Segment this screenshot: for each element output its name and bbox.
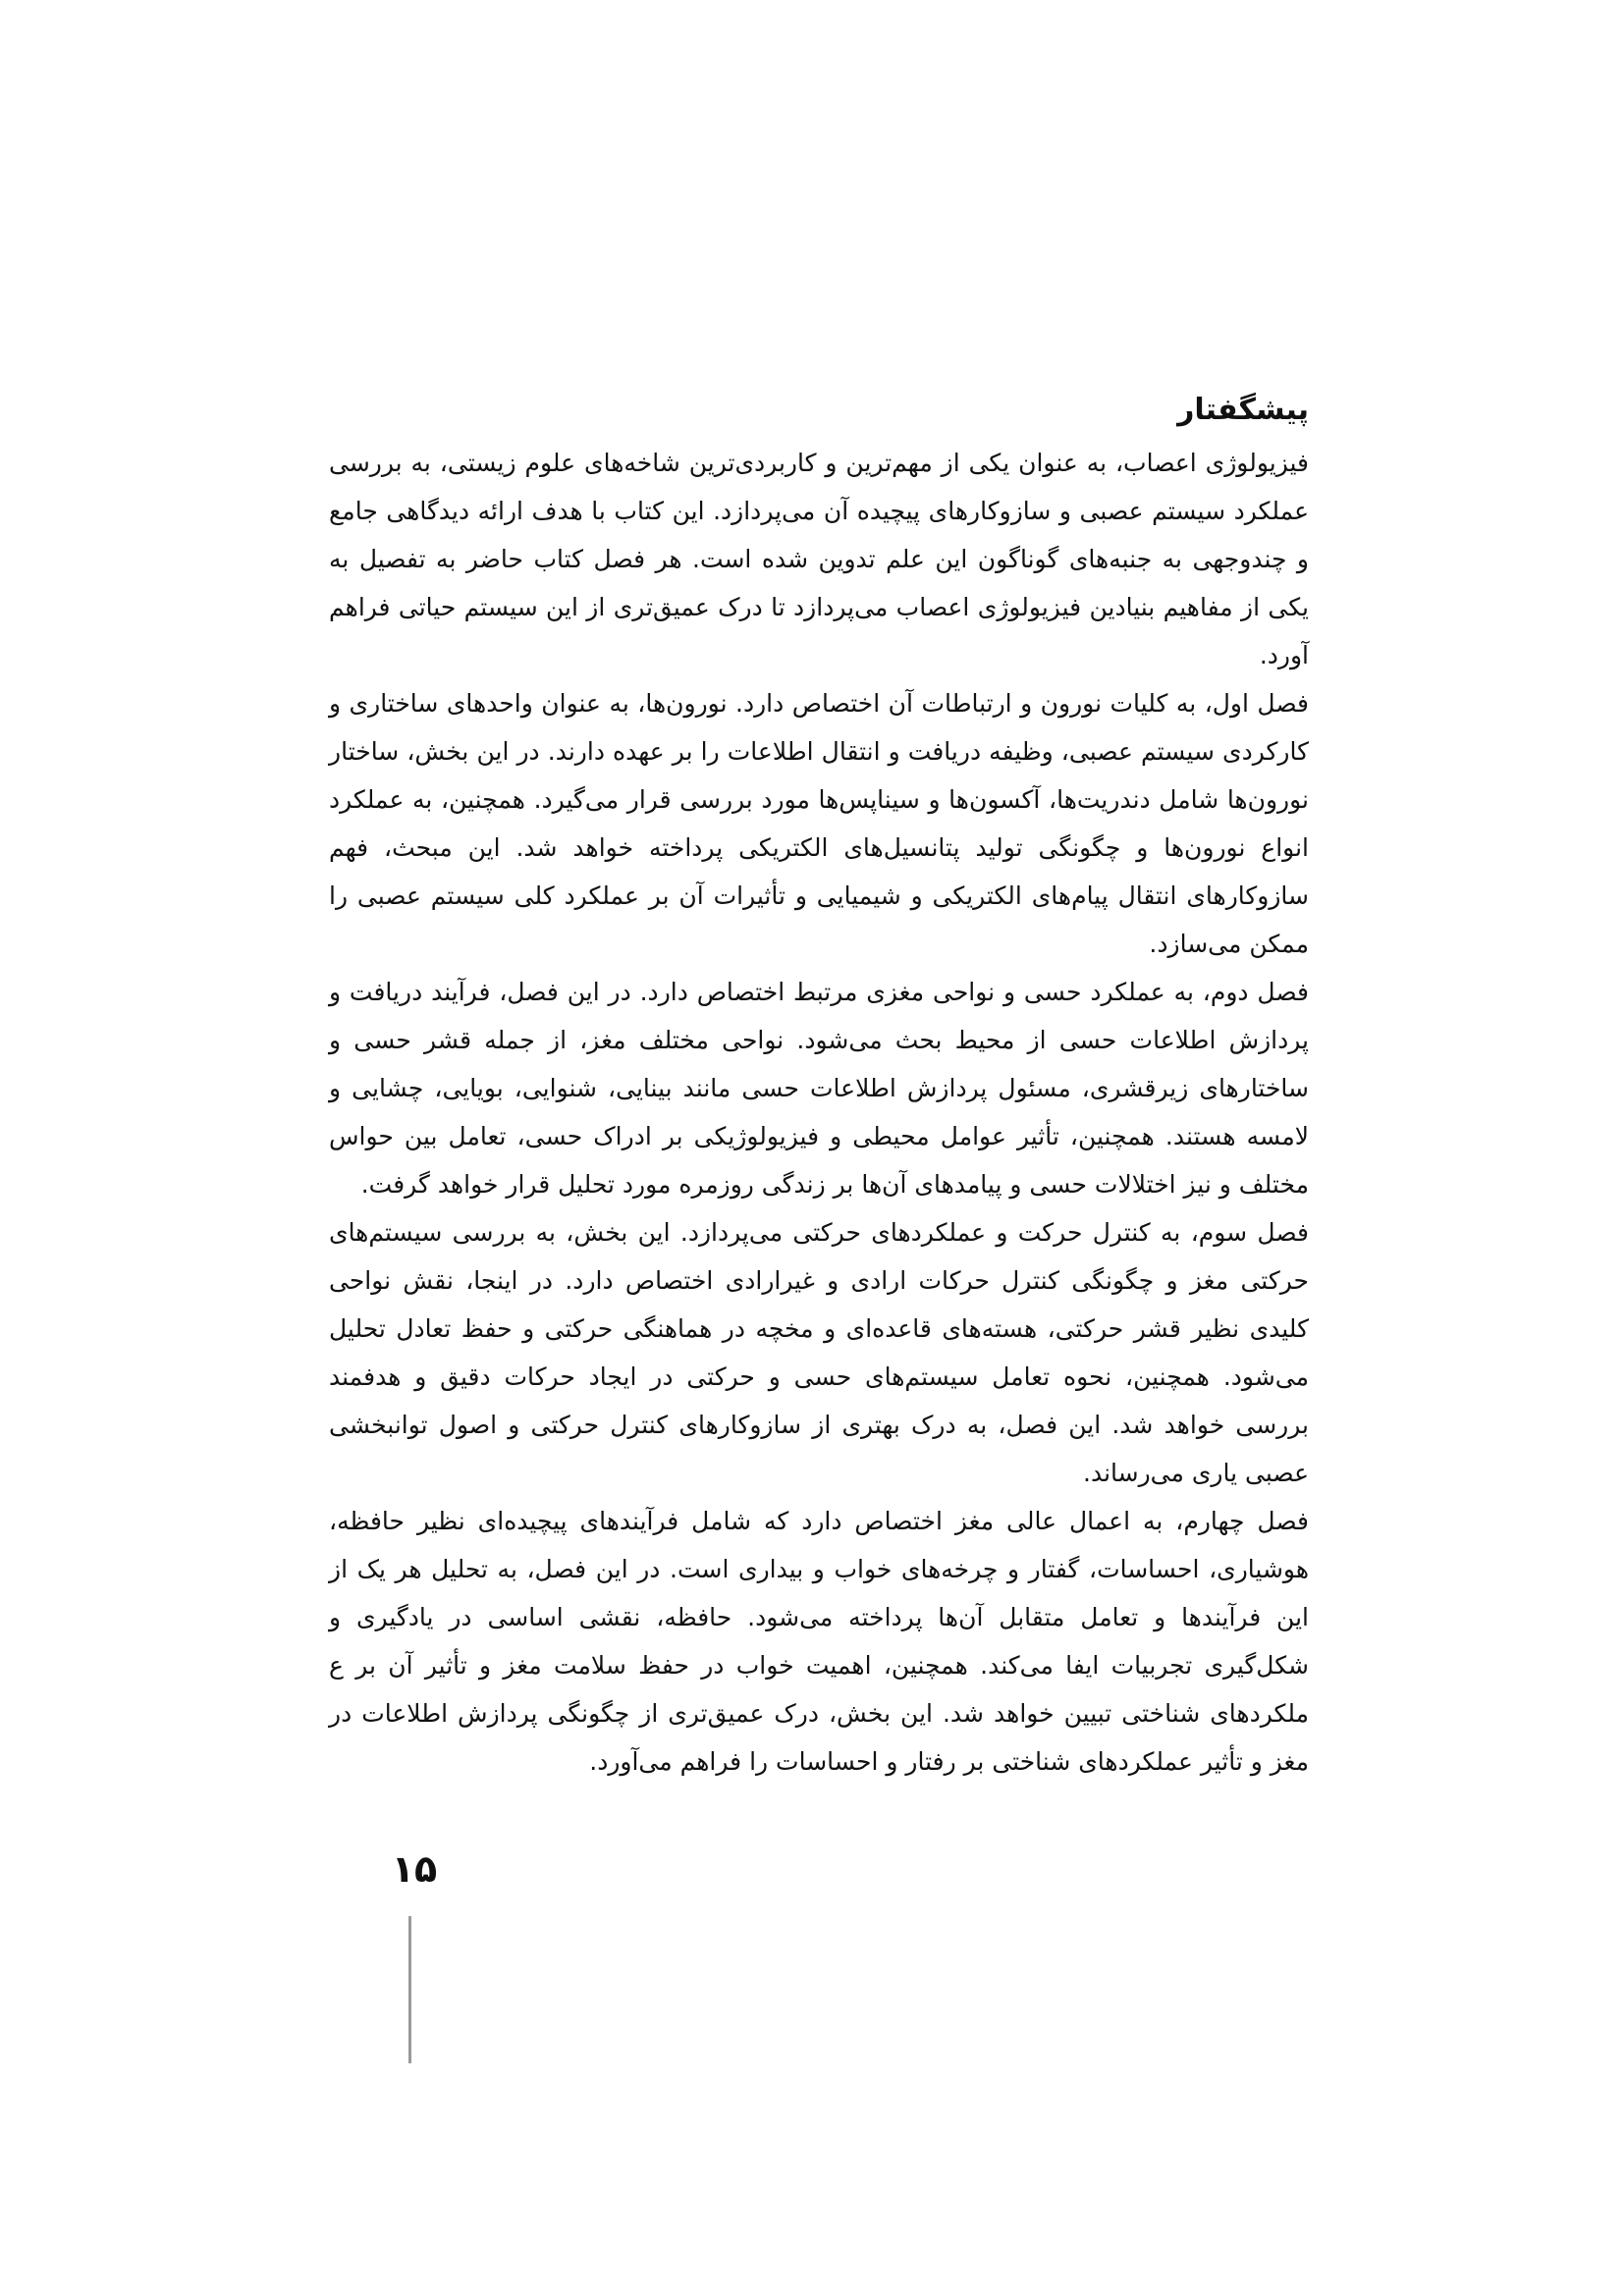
paragraph-chapter-2: فصل دوم، به عملکرد حسی و نواحی مغزی مرتبط اختصاص دارد. در این فصل، فرآیند دریافت و پردازش اطلاعات حسی از محیط بحث می‌شود. نواحی مختلف مغز، از جمله قشر حسی و ساختارهای زیرقشری، مسئول پردازش اطلاعات حسی مانند بینایی، شنوایی، بویایی، چشایی و لامسه هستند. همچنین، تأثیر عوامل محیطی و فیزیولوژیکی بر ادراک حسی، تعامل بین حواس مختلف و نیز اختلالات حسی و پیامدهای آن‌ها بر زندگی روزمره مورد تحلیل قرار خواهد گرفت. (329, 978, 1309, 1199)
preface-section (329, 388, 1309, 1786)
page-title: پیشگفتار (1177, 393, 1309, 427)
paragraph-chapter-1: فصل اول، به کلیات نورون و ارتباطات آن اختصاص دارد. نورون‌ها، به عنوان واحدهای ساختاری و کارکردی سیستم عصبی، وظیفه دریافت و انتقال اطلاعات را بر عهده دارند. در این بخش، ساختار نورون‌ها شامل دندریت‌ها، آکسون‌ها و سیناپس‌ها مورد بررسی قرار می‌گیرد. همچنین، به عملکرد انواع نورون‌ها و چگونگی تولید پتانسیل‌های الکتریکی پرداخته خواهد شد. این مبحث، فهم سازوکارهای انتقال پیام‌های الکتریکی و شیمیایی و تأثیرات آن بر عملکرد کلی سیستم عصبی را ممکن می‌سازد. (329, 689, 1309, 958)
page-number: ۱۵ (391, 1847, 438, 1891)
paragraph-intro: فیزیولوژی اعصاب، به عنوان یکی از مهم‌ترین و کاربردی‌ترین شاخه‌های علوم زیستی، به بررسی عملکرد سیستم عصبی و سازوکارهای پیچیده آن می‌پردازد. این کتاب با هدف ارائه دیدگاهی جامع و چندوجهی به جنبه‌های گوناگون این علم تدوین شده است. هر فصل کتاب حاضر به تفصیل به یکی از مفاهیم بنیادین فیزیولوژی اعصاب می‌پردازد تا درک عمیق‌تری از این سیستم حیاتی فراهم آورد. (329, 449, 1309, 669)
paragraph-chapter-3: فصل سوم، به کنترل حرکت و عملکردهای حرکتی می‌پردازد. این بخش، به بررسی سیستم‌های حرکتی مغز و چگونگی کنترل حرکات ارادی و غیرارادی اختصاص دارد. در اینجا، نقش نواحی کلیدی نظیر قشر حرکتی، هسته‌های قاعده‌ای و مخچه در هماهنگی حرکتی و حفظ تعادل تحلیل می‌شود. همچنین، نحوه تعامل سیستم‌های حسی و حرکتی در ایجاد حرکات دقیق و هدفمند بررسی خواهد شد. این فصل، به درک بهتری از سازوکارهای کنترل حرکتی و اصول توانبخشی عصبی یاری می‌رساند. (329, 1218, 1309, 1487)
margin-rule (408, 1916, 411, 2063)
paragraph-chapter-4: فصل چهارم، به اعمال عالی مغز اختصاص دارد که شامل فرآیندهای پیچیده‌ای نظیر حافظه، هوشیاری، احساسات، گفتار و چرخه‌های خواب و بیداری است. در این فصل، به تحلیل هر یک از این فرآیندها و تعامل متقابل آن‌ها پرداخته می‌شود. حافظه، نقشی اساسی در یادگیری و شکل‌گیری تجربیات ایفا می‌کند. همچنین، اهمیت خواب در حفظ سلامت مغز و تأثیر آن بر ع ملکردهای شناختی تبیین خواهد شد. این بخش، درک عمیق‌تری از چگونگی پردازش اطلاعات در مغز و تأثیر عملکردهای شناختی بر رفتار و احساسات را فراهم می‌آورد. (329, 1507, 1309, 1776)
